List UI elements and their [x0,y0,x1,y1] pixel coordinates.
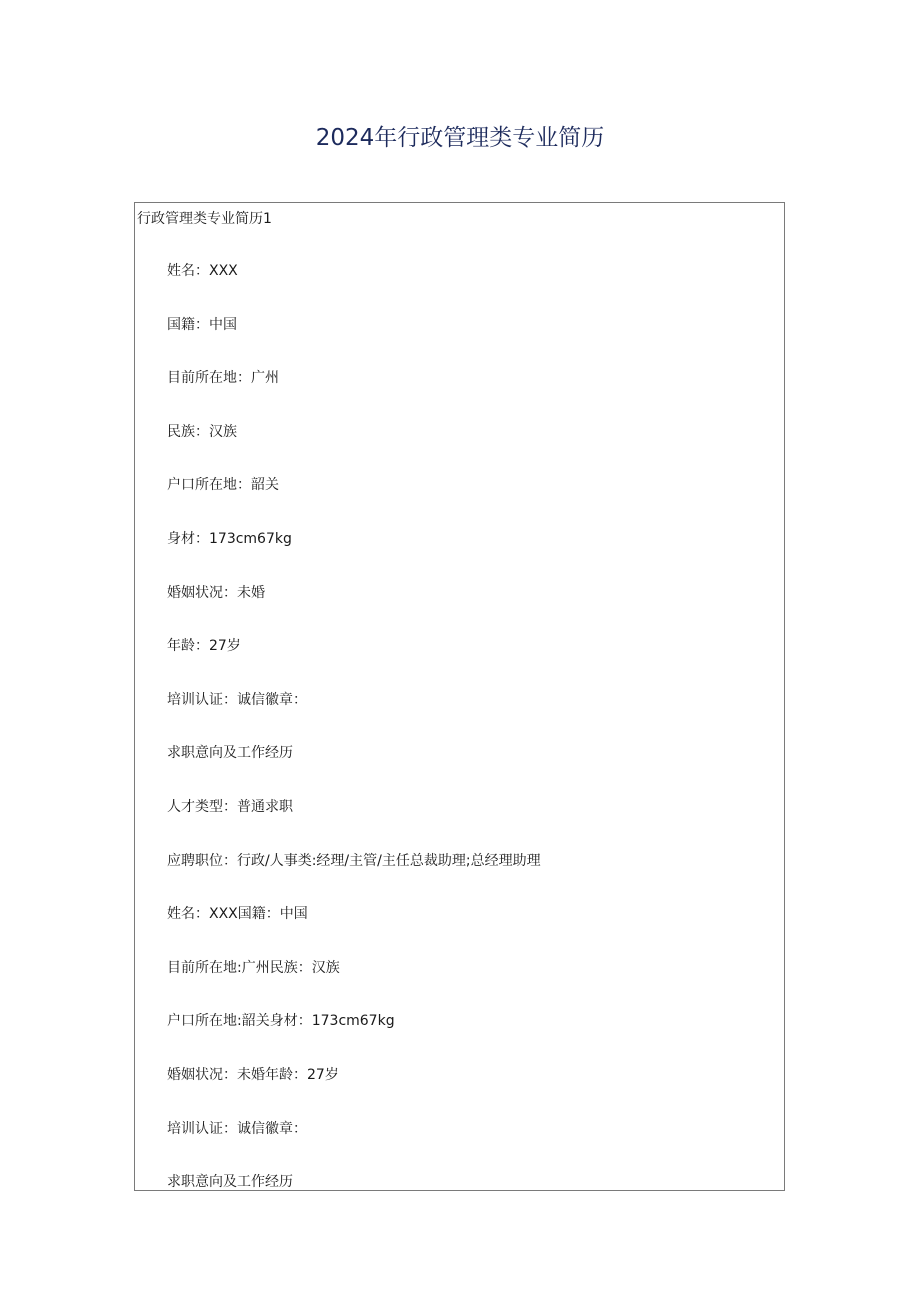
resume-line-household-physique: 户口所在地:韶关身材：173cm67kg [167,1013,395,1030]
resume-section-heading: 行政管理类专业简历1 [137,211,272,227]
document-title: 2024年行政管理类专业简历 [315,125,605,151]
resume-line-marital-age: 婚姻状况：未婚年龄：27岁 [167,1066,339,1083]
resume-line-age: 年龄：27岁 [167,638,241,655]
resume-content-box [134,202,785,1191]
resume-line-marital-status: 婚姻状况：未婚 [167,584,265,601]
resume-line-applied-position: 应聘职位：行政/人事类:经理/主管/主任总裁助理;总经理助理 [167,852,541,869]
resume-line-name-nationality: 姓名：XXX国籍：中国 [167,906,308,923]
resume-line-job-intent-heading: 求职意向及工作经历 [167,745,293,762]
resume-line-name: 姓名：XXX [167,263,238,279]
resume-line-certification: 培训认证：诚信徽章： [167,691,307,708]
resume-line-location-ethnicity: 目前所在地:广州民族：汉族 [167,959,340,976]
resume-line-talent-type: 人才类型：普通求职 [167,798,293,815]
resume-line-list [167,261,541,1226]
resume-line-job-intent-heading-repeat: 求职意向及工作经历 [167,1174,293,1191]
resume-line-current-location: 目前所在地：广州 [167,370,279,387]
resume-line-physique: 身材：173cm67kg [167,530,292,547]
resume-line-nationality: 国籍：中国 [167,316,237,333]
resume-line-certification-repeat: 培训认证：诚信徽章： [167,1120,307,1137]
resume-line-ethnicity: 民族：汉族 [167,423,237,440]
resume-line-household-location: 户口所在地：韶关 [167,477,279,494]
